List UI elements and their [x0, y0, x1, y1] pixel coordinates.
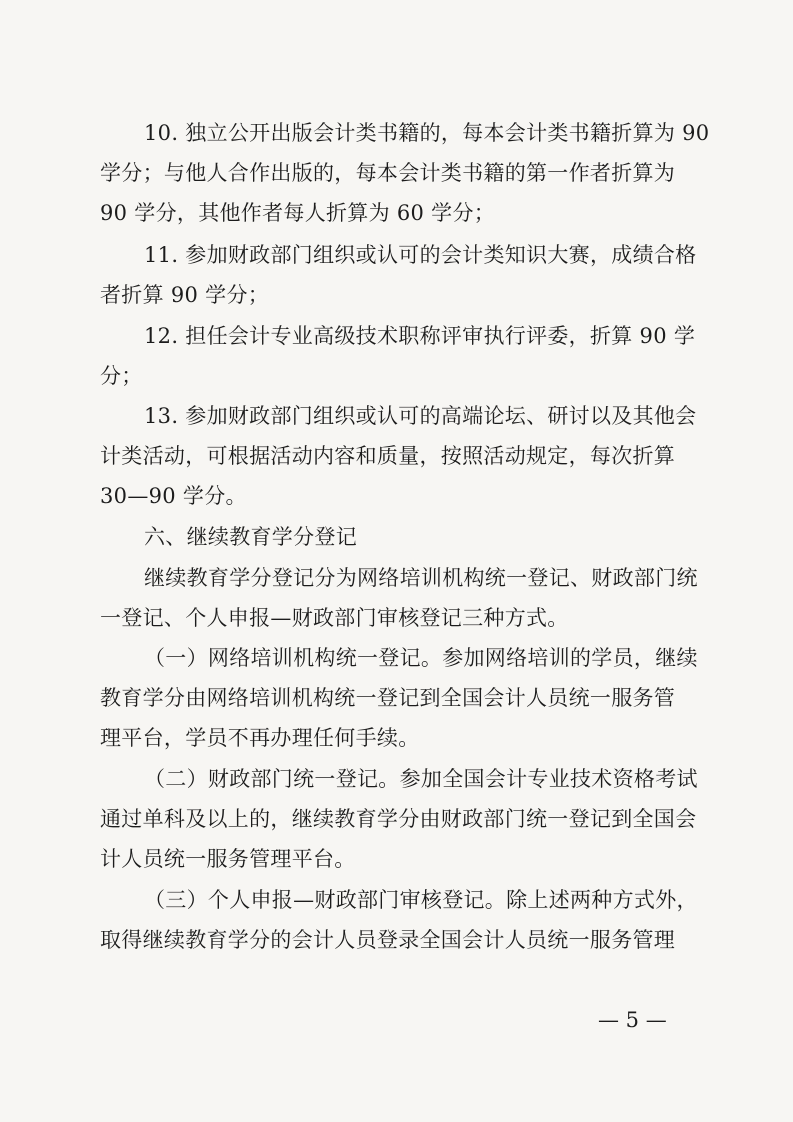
para-intro-line-1: 继续教育学分登记分为网络培训机构统一登记、财政部门统 [144, 566, 698, 590]
page-number: — 5 — [598, 1008, 667, 1032]
item-12-line-1: 12. 担任会计专业高级技术职称评审执行评委，折算 90 学 [144, 324, 696, 348]
para-2-line-2: 通过单科及以上的，继续教育学分由财政部门统一登记到全国会 [100, 807, 697, 831]
section-heading: 六、继续教育学分登记 [144, 525, 357, 549]
para-intro-line-2: 一登记、个人申报—财政部门审核登记三种方式。 [100, 606, 569, 630]
para-2-line-3: 计人员统一服务管理平台。 [100, 847, 356, 871]
para-1-line-3: 理平台，学员不再办理任何手续。 [100, 726, 420, 750]
item-11-line-2: 者折算 90 学分； [100, 283, 270, 307]
para-3-line-1: （三）个人申报—财政部门审核登记。除上述两种方式外， [144, 888, 698, 912]
para-3-line-2: 取得继续教育学分的会计人员登录全国会计人员统一服务管理 [100, 928, 676, 952]
item-13-line-3: 30—90 学分。 [100, 484, 247, 508]
item-13-line-2: 计类活动，可根据活动内容和质量，按照活动规定，每次折算 [100, 444, 676, 468]
item-13-line-1: 13. 参加财政部门组织或认可的高端论坛、研讨以及其他会 [144, 404, 697, 428]
item-10-line-3: 90 学分，其他作者每人折算为 60 学分； [100, 201, 496, 225]
para-1-line-2: 教育学分由网络培训机构统一登记到全国会计人员统一服务管 [100, 686, 676, 710]
para-2-line-1: （二）财政部门统一登记。参加全国会计专业技术资格考试 [144, 767, 698, 791]
item-12-line-2: 分； [100, 364, 143, 388]
item-10-line-1: 10. 独立公开出版会计类书籍的，每本会计类书籍折算为 90 [144, 121, 710, 145]
item-11-line-1: 11. 参加财政部门组织或认可的会计类知识大赛，成绩合格 [144, 243, 697, 267]
para-1-line-1: （一）网络培训机构统一登记。参加网络培训的学员，继续 [144, 646, 698, 670]
item-10-line-2: 学分；与他人合作出版的，每本会计类书籍的第一作者折算为 [100, 161, 676, 185]
